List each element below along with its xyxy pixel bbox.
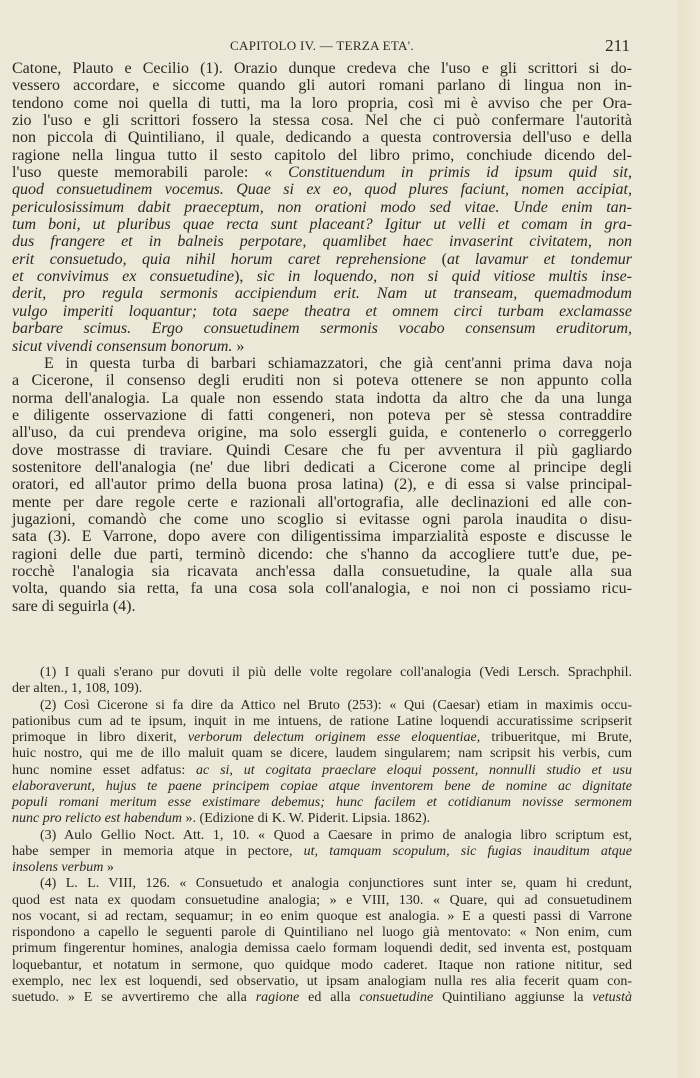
text-line	[12, 216, 632, 233]
line-text	[12, 285, 632, 302]
line-text	[12, 795, 632, 811]
italic-text: populi romani meritum esse existimare debemus; hunc facilem et cotidianum novisse sermonem	[12, 795, 632, 810]
italic-text: quod consuetudinem vocemus. Quae si ex eo, quod plures faciunt, nomen accipiat,	[12, 181, 632, 199]
line-text	[12, 546, 632, 563]
text-run: zio l'uso e gli scrittori fossero la stessa cosa. Nel che ci può confermare l'autorità	[12, 112, 632, 130]
italic-text: tum boni, ut pluribus quae recta sunt placeant? Igitur ut velli et comam in gra-	[12, 216, 632, 234]
footnote-line	[12, 714, 632, 730]
footnote-line	[12, 876, 632, 892]
italic-text: verborum delectum originem esse eloquentiae	[187, 730, 477, 745]
text-run: tendono come noi quella di tutti, ma la loro propria, così mi è avviso che per Ora-	[12, 94, 632, 112]
text-run: ),	[234, 268, 257, 286]
italic-text: derit, pro regula sermonis accipiendum erit. Nam ut transeam, quemadmodum	[12, 285, 632, 303]
text-run: sostenitore dell'analogia (ne' due libri dedicati a Cicerone come al principe degli	[12, 458, 632, 476]
footnote-line	[12, 909, 632, 925]
footnote-line	[12, 990, 632, 1006]
footnote-line	[12, 746, 632, 762]
italic-text: Constituendum in primis id ipsum quid sit,	[288, 164, 633, 182]
italic-text: nunc pro relicto est habendum	[12, 811, 183, 827]
line-text	[12, 494, 632, 511]
text-line	[12, 372, 632, 389]
text-run: loquebantur, et notatum in sermone, quo quidque modo caderet. Itaque non ratione nititur, sed	[12, 957, 632, 973]
text-run: »	[103, 860, 114, 875]
line-text	[12, 860, 114, 876]
line-text	[12, 95, 632, 112]
line-text	[40, 665, 632, 681]
text-run: sata (3). E Varrone, dopo avere con diligentissima imparzialità esposte e discusse le	[12, 528, 632, 546]
line-text	[12, 844, 632, 860]
text-line	[12, 147, 632, 164]
italic-text: barbare scimus. Ergo consuetudinem sermonis vocabo consensum eruditorum,	[12, 320, 632, 338]
text-line	[12, 546, 632, 563]
text-run: habe semper in memoria atque in pectore,	[12, 843, 304, 859]
line-text	[12, 112, 632, 129]
line-text	[12, 164, 632, 181]
line-text	[12, 763, 632, 779]
text-run: hunc nomine esset adfatus:	[12, 762, 197, 778]
line-text	[12, 511, 632, 528]
chapter-title: CAPITOLO IV. — TERZA ETA'.	[230, 38, 414, 53]
text-line	[12, 164, 632, 181]
text-line	[12, 320, 632, 337]
line-text	[12, 974, 632, 990]
footnote-line	[12, 698, 632, 714]
footnote-line	[12, 665, 632, 681]
text-run: volta, quando sia retta, fa una cosa sola coll'analogia, e noi non ci possiamo ricu-	[12, 580, 632, 598]
text-line	[12, 442, 632, 459]
line-text	[12, 77, 632, 94]
line-text	[12, 390, 632, 407]
text-run: pationibus cum ad te ipsum, inquit in me intuens, de ratione Latine loquendi accuratissime scripserit	[12, 713, 632, 729]
text-run: , tribueritque, mi Brute,	[476, 730, 633, 745]
text-line	[12, 60, 632, 77]
text-run: (3) Aulo Gellio Noct. Att. 1, 10. « Quod a Caesare in primo de analogia libro scriptum est,	[40, 827, 632, 843]
text-run: non piccola di Quintiliano, il quale, dedicando a questa controversia dell'uso e della	[12, 129, 632, 147]
italic-text: vetustà	[592, 990, 632, 1005]
text-run: (1) I quali s'erano pur dovuti il più delle volte regolare coll'analogia (Vedi Lersch. Sprachphil.	[40, 665, 632, 680]
footnote-line	[12, 779, 632, 795]
line-text	[12, 338, 244, 355]
line-text	[12, 320, 632, 337]
text-run: Catone, Plauto e Cecilio (1). Orazio dunque credeva che l'uso e gli scrittori si do-	[12, 60, 632, 77]
line-text	[12, 424, 632, 441]
text-run: all'uso, da cui prendeva origine, ma solo essergli guida, e contenerlo o correggerlo	[12, 424, 632, 442]
text-line	[12, 181, 632, 198]
line-text	[12, 476, 632, 493]
line-text	[12, 909, 632, 925]
line-text	[12, 598, 136, 615]
running-header	[12, 36, 632, 56]
line-text	[12, 181, 632, 198]
text-run: quod est nata ex quodam consuetudine analogia; » e VIII, 130. « Quare, qui ad consuetudinem	[12, 892, 632, 908]
text-run: vessero accordare, e siccome quando gli autori romani parlano di lingua non in-	[12, 77, 632, 95]
footnote-line	[12, 974, 632, 990]
text-run: »	[232, 337, 245, 355]
line-text	[12, 925, 632, 941]
line-text	[40, 698, 632, 714]
text-run: primum fingerentur homines, analogia demissa caelo formam loquendi dedit, sed inventa est, postquam	[12, 941, 632, 957]
text-run: rocchè l'analogia sia ricavata anch'essa dalla consuetudine, la quale alla sua	[12, 562, 632, 580]
line-text	[12, 528, 632, 545]
text-line	[12, 355, 632, 372]
line-text	[12, 303, 632, 320]
italic-text: elaboraverunt, hujus te paene principem copiae atque inventorem bene de nomine ac dignitate	[12, 778, 632, 794]
italic-text: erit consuetudo, quia nihil horum caret reprehensione	[12, 250, 442, 268]
footnote-line	[12, 811, 632, 827]
line-text	[12, 811, 430, 827]
italic-text: sicut vivendi consensum bonorum.	[12, 337, 233, 355]
text-line	[12, 494, 632, 511]
text-run: huic nostro, qui me de illo maluit quam se dicere, laudem singularem; nam scripsit his verbis, cum	[12, 746, 632, 762]
line-text	[12, 199, 632, 216]
footnote-line	[12, 893, 632, 909]
text-run: norma dell'analogia. La quale non essendo stata indotta da altro che da una lunga	[12, 389, 632, 407]
footnote-line	[12, 844, 632, 860]
line-text	[40, 828, 632, 844]
footnote-line	[12, 828, 632, 844]
text-line	[12, 303, 632, 320]
text-run: a Cicerone, il consenso degli eruditi non si poteva ottenere se non appunto colla	[12, 372, 632, 390]
line-text	[12, 681, 142, 697]
text-run: sare di seguirla (4).	[12, 597, 136, 615]
line-text	[40, 876, 632, 892]
line-text	[12, 893, 632, 909]
page-edge	[678, 0, 700, 1078]
line-text	[44, 355, 632, 372]
text-run: (	[441, 250, 447, 268]
text-line	[12, 338, 632, 355]
line-text	[12, 779, 632, 795]
text-line	[12, 598, 632, 615]
text-run: mente per dare regole certe e razionali all'ortografia, alle declinazioni ed alle con-	[12, 493, 632, 511]
text-line	[12, 112, 632, 129]
footnote-line	[12, 681, 632, 697]
footnote-line	[12, 860, 632, 876]
italic-text: sic in loquendo, non si quid vitiose multis inse-	[256, 268, 632, 286]
text-line	[12, 511, 632, 528]
footnote-line	[12, 941, 632, 957]
italic-text: et convivimus ex consuetudine	[12, 268, 235, 286]
italic-text: ac si, ut cogitata praeclare eloqui possent, nonnulli studio et usu	[196, 762, 632, 778]
text-run: (2) Così Cicerone si fa dire da Attico nel Bruto (253): « Qui (Caesar) etiam in maximis occu-	[40, 697, 632, 713]
text-run: e diligente osservazione di fatti congeneri, non poteva per sè stessa contraddire	[12, 406, 632, 424]
text-line	[12, 563, 632, 580]
line-text	[12, 563, 632, 580]
text-line	[12, 199, 632, 216]
text-run: ragioni delle due parti, terminò dicendo: che s'hanno da accogliere tutt'e due, pe-	[12, 545, 632, 563]
italic-text: at lavamur et tondemur	[446, 250, 633, 268]
line-text	[12, 372, 632, 389]
line-text	[12, 459, 632, 476]
text-run: Quintiliano aggiunse la	[433, 990, 593, 1005]
footnote-line	[12, 958, 632, 974]
text-run: E in questa turba di barbari schiamazzatori, che già cent'anni prima dava noja	[44, 354, 632, 372]
text-run: exemplo, nec lex est loquendi, sed observatio, ut ipsam analogiam nulla res alia fecerit quam con-	[12, 973, 632, 989]
footnote-line	[12, 795, 632, 811]
text-line	[12, 129, 632, 146]
text-run: (4) L. L. VIII, 126. « Consuetudo et analogia conjunctiores sunt inter se, quam hi credunt,	[40, 876, 632, 892]
line-text	[12, 746, 632, 762]
line-text	[12, 60, 632, 77]
text-run: dove mostrasse di traviare. Quindi Cesare che fu per avventura il più gagliardo	[12, 441, 632, 459]
line-text	[12, 216, 632, 233]
text-line	[12, 95, 632, 112]
text-line	[12, 77, 632, 94]
text-line	[12, 233, 632, 250]
text-line	[12, 390, 632, 407]
text-line	[12, 285, 632, 302]
line-text	[12, 580, 632, 597]
line-text	[12, 990, 632, 1006]
line-text	[12, 958, 632, 974]
footnotes	[12, 665, 632, 1006]
text-run: rispondono a capello le seguenti parole di Quintiliano nel luogo già mentovato: « Non enim, cum	[12, 925, 632, 940]
text-run: jugazioni, comandò che come uno scoglio si evitasse ogni parola inaudita o disu-	[12, 510, 632, 528]
text-line	[12, 407, 632, 424]
italic-text: vulgo imperiti loquantur; tota saepe theatra et omnem circi turbam exclamasse	[12, 302, 632, 320]
line-text	[12, 442, 632, 459]
italic-text: consuetudine	[359, 990, 434, 1005]
italic-text: ut, tamquam scopulum, sic fugias inauditum atque	[303, 843, 632, 859]
text-run: ed alla	[299, 990, 360, 1005]
line-text	[12, 941, 632, 957]
line-text	[12, 233, 632, 250]
text-line	[12, 268, 632, 285]
line-text	[12, 730, 632, 746]
text-run: nos vocant, si ad rectam, sequamur; in eo enim quoque est analogia. » E a questi passi di Varrone	[12, 908, 632, 924]
text-line	[12, 459, 632, 476]
text-run: oratori, ed all'autor primo della buona prosa latina) (2), e di essa si valse principal-	[12, 476, 632, 494]
footnote-line	[12, 925, 632, 941]
italic-text: dus frangere et in balneis perpotare, quamlibet haec invaserint civitatem, non	[12, 233, 632, 251]
italic-text: insolens verbum	[12, 860, 104, 875]
text-run: primoque in libro dixerit,	[12, 730, 188, 745]
line-text	[12, 147, 632, 164]
italic-text: periculosissimum dabit praeceptum, non orationi modo sed vitae. Unde enim tan-	[12, 198, 632, 216]
line-text	[12, 129, 632, 146]
text-run: l'uso queste memorabili parole: «	[12, 164, 289, 182]
text-run: ». (Edizione di K. W. Piderit. Lipsia. 1862).	[182, 811, 431, 827]
text-line	[12, 424, 632, 441]
page-number: 211	[605, 36, 630, 55]
text-line	[12, 251, 632, 268]
line-text	[12, 251, 632, 268]
line-text	[12, 714, 632, 730]
line-text	[12, 268, 632, 285]
footnote-line	[12, 763, 632, 779]
text-line	[12, 528, 632, 545]
text-run: ragione nella lingua tutto il sesto capitolo del libro primo, conchiude dicendo del-	[12, 146, 632, 164]
text-run: der alten., 1, 108, 109).	[12, 681, 143, 697]
italic-text: ragione	[255, 990, 300, 1005]
text-line	[12, 580, 632, 597]
text-line	[12, 476, 632, 493]
text-run: suetudo. » E se avvertiremo che alla	[12, 990, 256, 1005]
footnote-line	[12, 730, 632, 746]
line-text	[12, 407, 632, 424]
main-text	[12, 60, 632, 615]
